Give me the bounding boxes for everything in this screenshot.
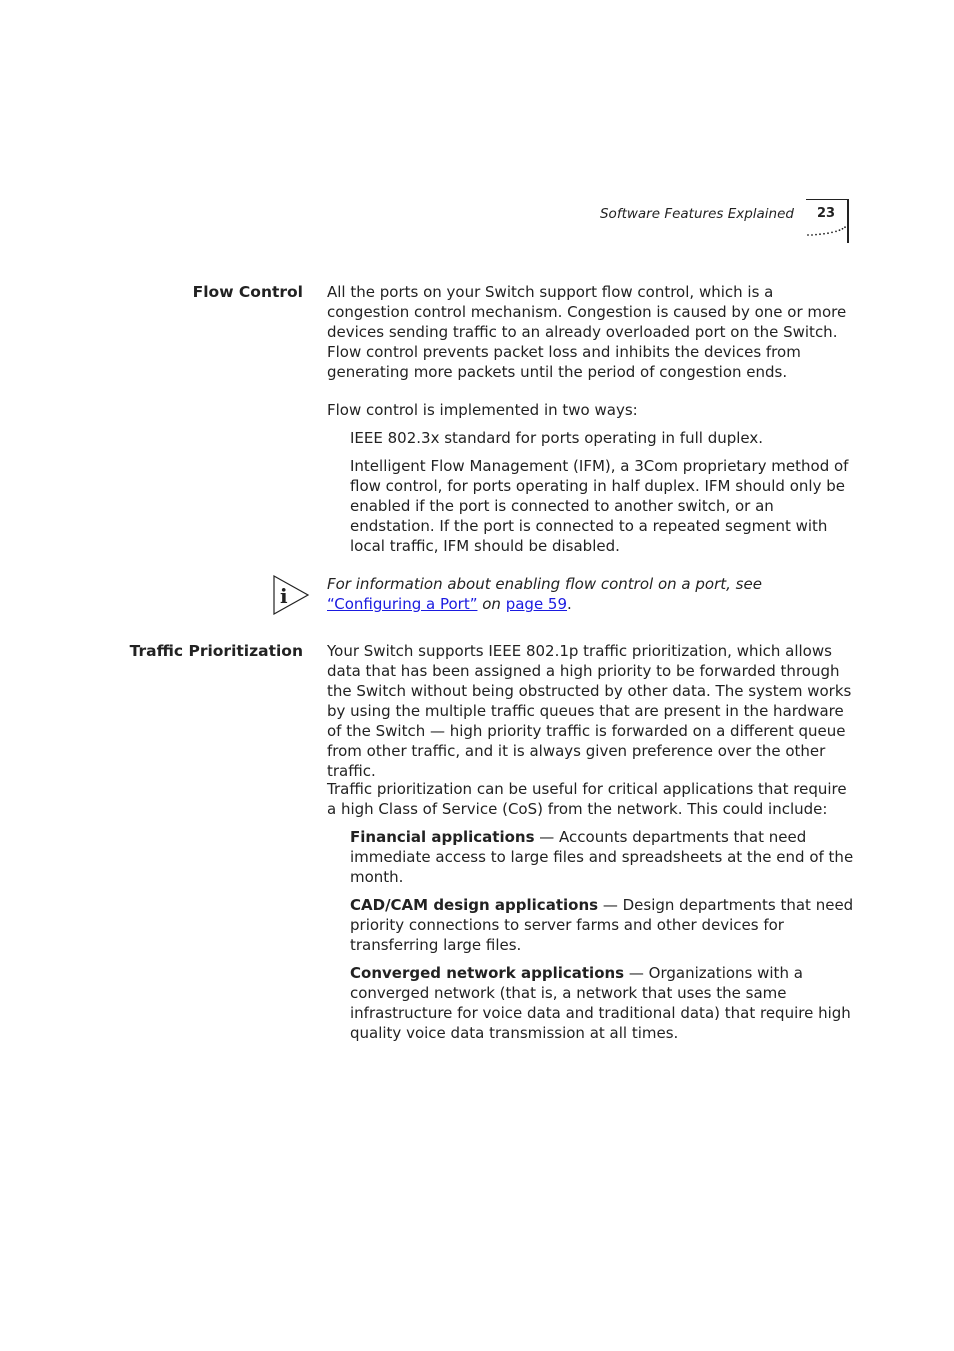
list-item: IEEE 802.3x standard for ports operating in full duplex. [350,429,764,447]
list-item [350,827,855,887]
list-item-text: — Accounts departments that need immediate access to large files and spreadsheets at the end of the month. [350,828,854,886]
page-number: 23 [816,206,836,221]
list-item-text: — Design departments that need priority connections to server farms and other devices for transferring large files. [350,896,854,954]
traffic-prioritization-uses-intro: Traffic prioritization can be useful for critical applications that require a high Class of Service (CoS) from the network. This could include: [327,780,847,818]
header-rule-top [806,199,848,200]
list-item-lead: CAD/CAM design applications [350,896,599,914]
section-title-traffic-prioritization: Traffic Prioritization [129,642,303,660]
note-prefix: For information about enabling flow control on a port, see [327,575,762,593]
traffic-prioritization-intro: Your Switch supports IEEE 802.1p traffic prioritization, which allows data that has been assigned a high priority to be forwarded through the Switch without being obstructed by other data. The system works by using the multiple traffic queues that are present in the hardware of the Switch — high priority traffic is forwarded on a different queue from other traffic, and it is always given preference over the other traffic. [327,642,852,780]
svg-text:i: i [280,584,288,608]
list-item: Intelligent Flow Management (IFM), a 3Com proprietary method of flow control, for ports operating in half duplex. IFM should only be enabled if the port is connected to another switch, or an endstation. If the port is connected to a repeated segment with local traffic, IFM should be disabled. [350,457,849,555]
section-title-flow-control: Flow Control [192,283,303,301]
info-icon [272,575,310,615]
list-item [350,895,855,955]
note-suffix: . [567,595,572,613]
flow-control-note [327,574,855,614]
page-59-link[interactable]: page 59 [505,595,568,613]
configuring-a-port-link[interactable]: “Configuring a Port” [327,595,478,613]
flow-control-ways-intro: Flow control is implemented in two ways: [327,401,638,419]
list-item-lead: Converged network applications [350,964,625,982]
list-item-text: — Organizations with a converged network (that is, a network that uses the same infrastructure for voice data and traditional data) that require high quality voice data transmission at all times. [350,964,851,1042]
note-middle: on [477,595,506,613]
list-item [350,963,855,1043]
running-header-title: Software Features Explained [599,206,794,222]
list-item-lead: Financial applications [350,828,535,846]
header-dots-decoration [806,225,848,239]
flow-control-intro: All the ports on your Switch support flow control, which is a congestion control mechanism. Congestion is caused by one or more devices sending traffic to an already overloaded port on the Switch. Flow control prevents packet loss and inhibits the devices from generating more packets until the period of congestion ends. [327,283,847,381]
